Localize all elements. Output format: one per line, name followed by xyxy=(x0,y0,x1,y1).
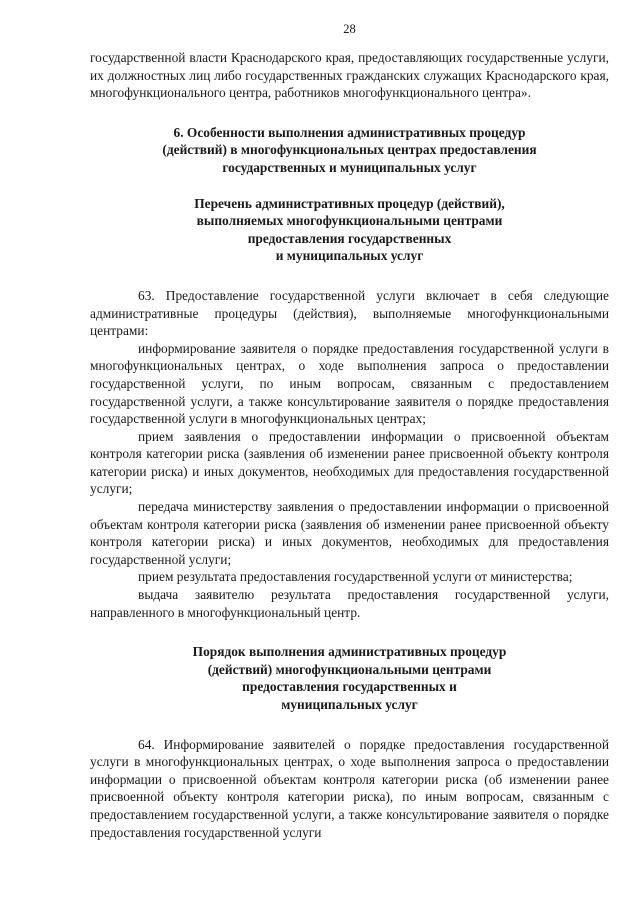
subheading-line: (действий) многофункциональными центрами xyxy=(207,661,492,677)
subheading-line: предоставления государственных и xyxy=(242,679,457,695)
subheading-procedures-order xyxy=(90,643,609,713)
subheading-line: Перечень административных процедур (действий), xyxy=(194,195,505,211)
list-item: информирование заявителя о порядке предоставления государственной услуги в многофункциональных центрах, о ходе выполнения запроса о предоставлении государственной услуги, по иным вопросам, связанным с предоставлением государственной услуги, а также консультирование заявителя о порядке предоставления государственной услуги в многофункциональных центрах; xyxy=(90,340,609,427)
page-number: 28 xyxy=(343,22,356,36)
list-item: прием результата предоставления государственной услуги от министерства; xyxy=(138,569,573,585)
intro-paragraph: государственной власти Краснодарского края, предоставляющих государственные услуги, их должностных лиц либо государственных гражданских служащих Краснодарского края, многофункционального центра, работников многофункционального центра». xyxy=(90,50,609,101)
section-6-heading xyxy=(90,124,609,177)
list-item: прием заявления о предоставлении информации о присвоенной объектам контроля категории риска (заявления об изменении ранее присвоенной объекту контроля категории риска) и иных документов, необходимых для предоставления государственной услуги; xyxy=(90,428,609,497)
subheading-line: муниципальных услуг xyxy=(281,697,418,712)
subheading-line: и муниципальных услуг xyxy=(275,248,424,264)
list-item: выдача заявителю результата предоставления государственной услуги, направленного в многофункциональный центр. xyxy=(90,587,609,620)
subheading-line: предоставления государственных xyxy=(247,230,452,246)
section-6-heading-line: государственных и муниципальных услуг xyxy=(222,159,477,175)
subheading-line: Порядок выполнения административных процедур xyxy=(192,644,507,660)
paragraph-63: 63. Предоставление государственной услуги включает в себя следующие административные процедуры (действия), выполняемые многофункциональными центрами: xyxy=(90,287,609,339)
section-6-heading-line: 6. Особенности выполнения административных процедур xyxy=(173,124,526,140)
list-item: передача министерству заявления о предоставлении информации о присвоенной объектам контроля категории риска (заявления об изменении ранее присвоенной объекту контроля категории риска) и иных документов, необходимых для предоставления государственной услуги; xyxy=(90,499,609,567)
subheading-procedures-list xyxy=(90,195,609,265)
paragraph-64: 64. Информирование заявителей о порядке предоставления государственной услуги в многофункциональных центрах, о ходе выполнения запроса о предоставлении информации о присвоенной объектам контроля категории риска (об изменении ранее присвоенной объекту контроля категории риска), по иным вопросам, связанным с предоставлением государственной услуги, а также консультирование заявителя о порядке предоставления государственной услуги xyxy=(90,736,609,840)
section-6-heading-line: (действий) в многофункциональных центрах предоставления xyxy=(162,142,537,158)
subheading-line: выполняемых многофункциональными центрами xyxy=(196,213,503,229)
